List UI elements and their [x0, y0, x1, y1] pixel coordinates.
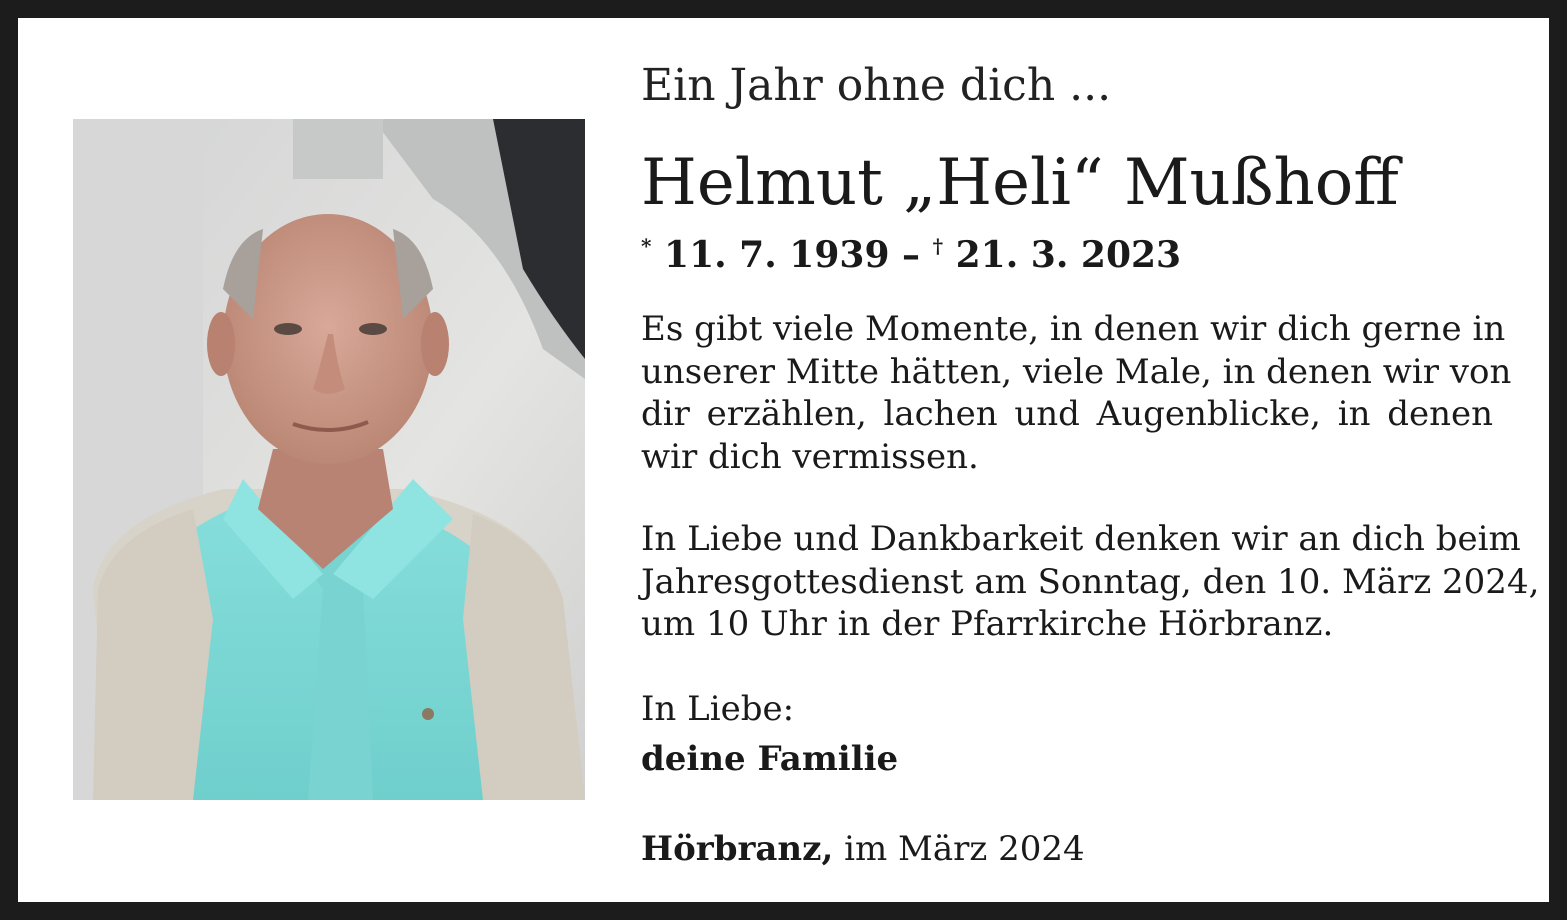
notice-date: im März 2024	[844, 829, 1085, 869]
memorial-paragraph	[641, 308, 1512, 478]
place-name: Hörbranz,	[641, 829, 834, 869]
signature: deine Familie	[641, 739, 899, 779]
paragraph-line: In Liebe und Dankbarkeit denken wir an dich beim	[641, 519, 1521, 559]
birth-symbol: *	[641, 234, 652, 258]
life-dates	[641, 224, 1181, 277]
paragraph-line: unserer Mitte hätten, viele Male, in denen wir von	[641, 351, 1512, 392]
place-date	[641, 828, 1085, 870]
greeting: In Liebe:	[641, 689, 795, 729]
paragraph-line: Jahresgottesdienst am Sonntag, den 10. März 2024,	[641, 561, 1540, 602]
intro-line: Ein Jahr ohne dich ...	[641, 60, 1112, 111]
death-date: 21. 3. 2023	[955, 234, 1182, 276]
paragraph-line: Es gibt viele Momente, in denen wir dich gerne in	[641, 309, 1506, 349]
paragraph-line: um 10 Uhr in der Pfarrkirche Hörbranz.	[641, 604, 1334, 644]
obituary-card	[18, 18, 1549, 902]
date-dash: –	[902, 234, 921, 276]
paragraph-line: wir dich vermissen.	[641, 436, 979, 477]
paragraph-line: dir erzählen, lachen und Augenblicke, in denen	[641, 394, 1493, 434]
death-symbol: †	[932, 234, 944, 258]
deceased-name: Helmut „Heli“ Mußhoff	[641, 146, 1399, 220]
birth-date: 11. 7. 1939	[664, 234, 890, 276]
portrait-photo	[73, 119, 585, 800]
service-paragraph	[641, 518, 1540, 646]
